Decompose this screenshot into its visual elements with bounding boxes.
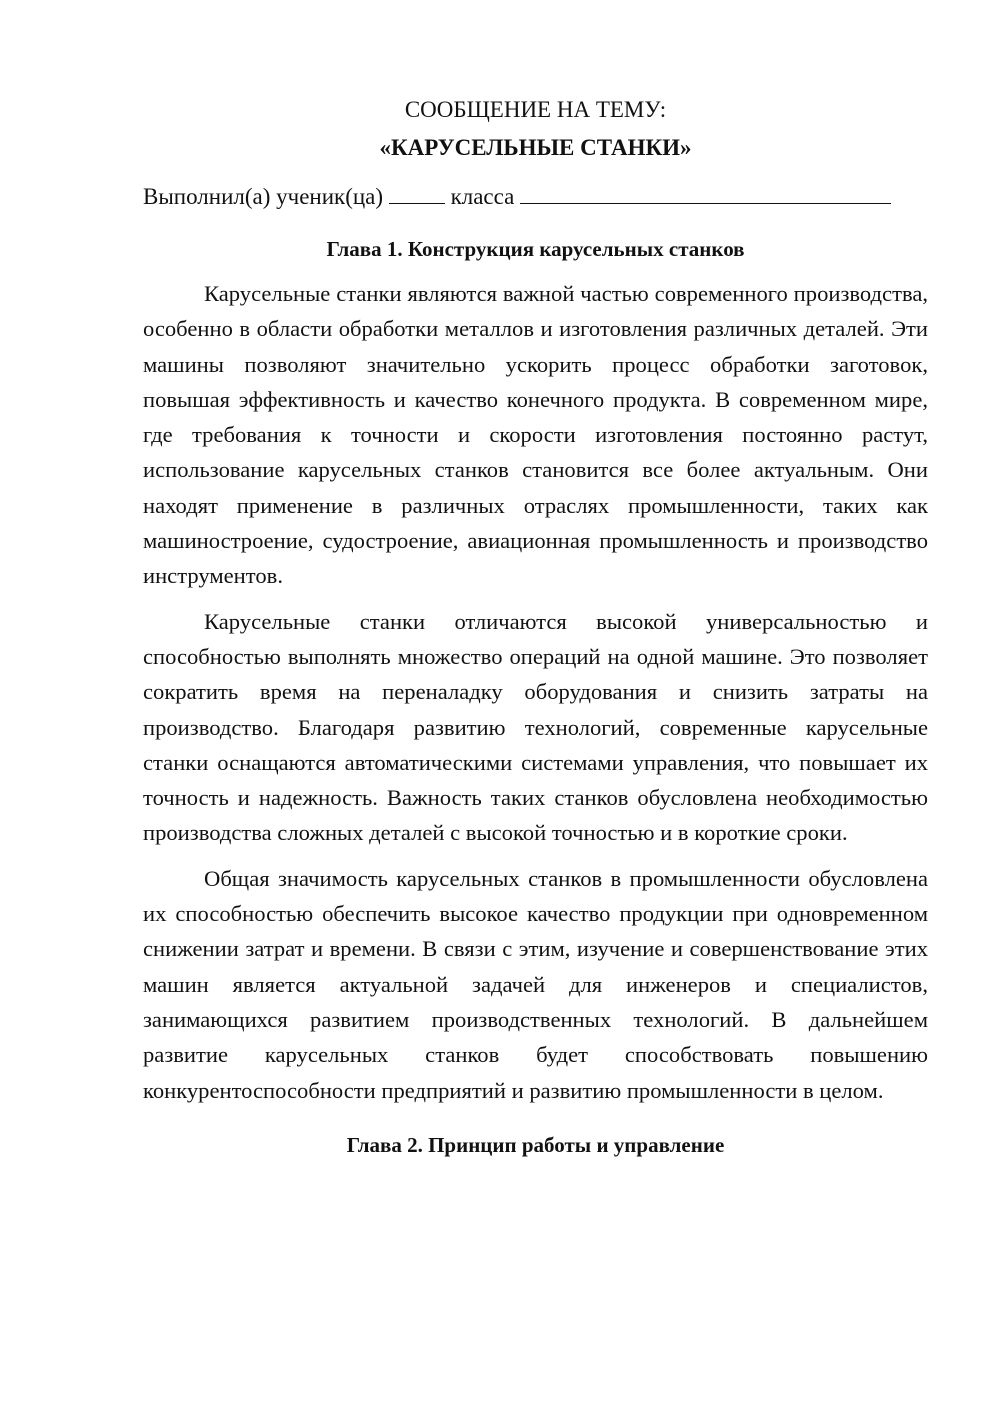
chapter-1-paragraph-3: Общая значимость карусельных станков в промышленности обусловлена их способностью обеспечить высокое качество продукции при одновременном снижении затрат и времени. В связи с этим, изучение и совершенствование этих машин является актуальной задачей для инженеров и специалистов, занимающихся развитием производственных технологий. В дальнейшем развитие карусельных станков будет способствовать повышению конкурентоспособности предприятий и развитию промышленности в целом. <box>143 865 928 1103</box>
chapter-1-heading: Глава 1. Конструкция карусельных станков <box>326 237 745 261</box>
chapter-1-paragraph-2: Карусельные станки отличаются высокой универсальностью и способностью выполнять множество операций на одной машине. Это позволяет сократить время на переналадку оборудования и снизить затраты на производство. Благодаря развитию технологий, современные карусельные станки оснащаются автоматическими системами управления, что повышает их точность и надежность. Важность таких станков обусловлена необходимостью производства сложных деталей с высокой точностью и в короткие сроки. <box>143 608 928 846</box>
chapter-2-heading: Глава 2. Принцип работы и управление <box>346 1132 725 1157</box>
document-title-line1: СООБЩЕНИЕ НА ТЕМУ: <box>404 97 667 122</box>
class-label: класса <box>450 184 515 209</box>
document-page <box>143 92 928 1172</box>
document-title-topic: «КАРУСЕЛЬНЫЕ СТАНКИ» <box>379 135 692 160</box>
author-line <box>143 179 928 215</box>
student-name-blank <box>520 181 891 204</box>
chapter-1-paragraph-1: Карусельные станки являются важной частью современного производства, особенно в области обработки металлов и изготовления различных деталей. Эти машины позволяют значительно ускорить процесс обработки заготовок, повышая эффективность и качество конечного продукта. В современном мире, где требования к точности и скорости изготовления постоянно растут, использование карусельных станков становится все более актуальным. Они находят применение в различных отраслях промышленности, таких как машиностроение, судостроение, авиационная промышленность и производство инструментов. <box>143 281 928 589</box>
class-number-blank <box>389 181 445 204</box>
performed-by-label: Выполнил(а) ученик(ца) <box>143 184 384 209</box>
